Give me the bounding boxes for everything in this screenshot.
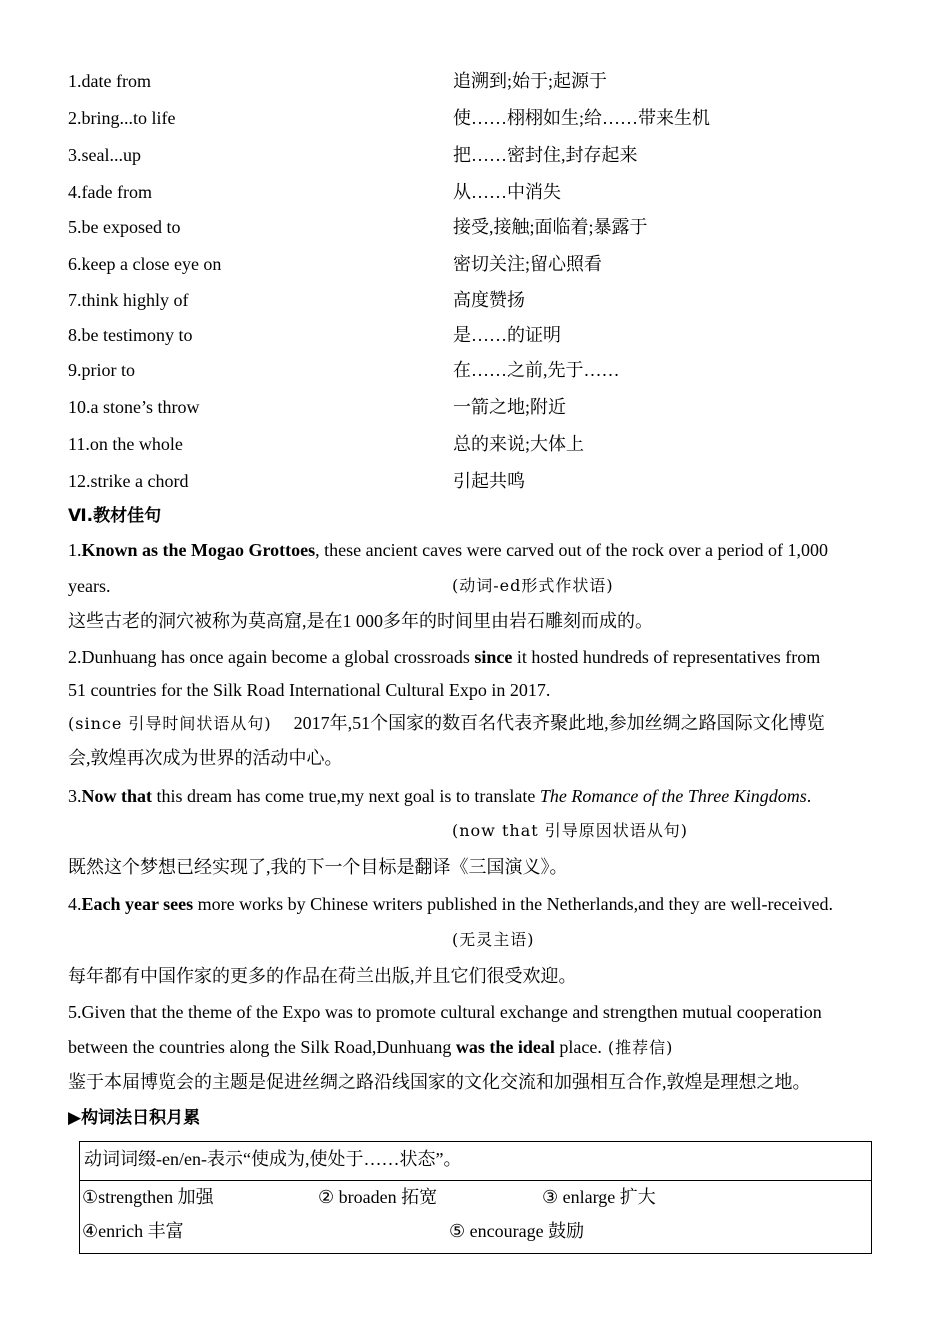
sentence-number: 1. (68, 540, 82, 560)
book-title: The Romance of the Three Kingdoms (539, 786, 807, 806)
sentence-translation: 鉴于本届博览会的主题是促进丝绸之路沿线国家的文化交流和加强相互合作,敦煌是理想之地。 (68, 1072, 811, 1092)
grammar-note: (now that 引导原因状语从句) (452, 821, 688, 840)
word-item: ② broaden 拓宽 (318, 1187, 438, 1207)
sentence-text: this dream has come true,my next goal is to translate (152, 786, 540, 806)
phrase-english: 5.be exposed to (68, 217, 181, 237)
sentence-text: more works by Chinese writers published in the Netherlands,and they are well-received. (193, 894, 833, 914)
phrase-row (68, 69, 888, 93)
grammar-note: (since 引导时间状语从句) (68, 714, 272, 733)
sentence-highlight: Each year sees (81, 894, 194, 914)
sentence-text: 5.Given that the theme of the Expo was to promote cultural exchange and strengthen mutual cooperation (68, 1002, 822, 1022)
phrase-english: 11.on the whole (68, 434, 183, 454)
sentence-number: 3. (68, 786, 82, 806)
sentence-text: it hosted hundreds of representatives from (512, 647, 821, 667)
phrase-chinese: 总的来说;大体上 (453, 434, 585, 454)
sentence-line (68, 538, 888, 562)
phrase-row (68, 143, 888, 167)
phrase-english: 7.think highly of (68, 290, 189, 310)
phrase-row (68, 323, 888, 347)
word-item: ①strengthen 加强 (82, 1187, 214, 1207)
phrase-english: 6.keep a close eye on (68, 254, 222, 274)
sentence-line (68, 711, 888, 735)
sentence-text: 51 countries for the Silk Road International Cultural Expo in 2017. (68, 680, 551, 700)
phrase-chinese: 是……的证明 (453, 325, 561, 345)
phrase-chinese: 使……栩栩如生;给……带来生机 (453, 108, 710, 128)
grammar-note: (动词-ed形式作状语) (452, 576, 614, 595)
phrase-chinese: 高度赞扬 (453, 290, 525, 310)
wordbuilding-word-cell (80, 1181, 872, 1254)
sentence-highlight: since (474, 647, 513, 667)
phrase-row (68, 215, 888, 239)
sentence-line (68, 645, 888, 669)
grammar-note: (无灵主语) (452, 930, 535, 949)
sentence-translation: 会,敦煌再次成为世界的活动中心。 (68, 748, 343, 768)
phrase-chinese: 引起共鸣 (453, 471, 525, 491)
sentence-number: 4. (68, 894, 82, 914)
sentence-text: . (806, 786, 812, 806)
word-item: ③ enlarge 扩大 (542, 1187, 656, 1207)
phrase-row (68, 395, 888, 419)
phrase-english: 9.prior to (68, 360, 135, 380)
sentence-translation: 既然这个梦想已经实现了,我的下一个目标是翻译《三国演义》。 (68, 857, 568, 877)
phrase-row (68, 288, 888, 312)
sentence-line (68, 1035, 888, 1059)
sentence-translation: 每年都有中国作家的更多的作品在荷兰出版,并且它们很受欢迎。 (68, 966, 577, 986)
sentence-highlight: was the ideal (455, 1037, 555, 1057)
sentence-text: years. (68, 576, 111, 596)
sentence-text: , these ancient caves were carved out of the rock over a period of 1,000 (315, 540, 828, 560)
sentence-line (68, 892, 888, 916)
phrase-chinese: 密切关注;留心照看 (453, 254, 603, 274)
section-heading: Ⅵ.教材佳句 (68, 506, 162, 526)
sentence-line (68, 784, 888, 808)
phrase-english: 4.fade from (68, 182, 152, 202)
phrase-english: 12.strike a chord (68, 471, 189, 491)
phrase-english: 2.bring...to life (68, 108, 176, 128)
phrase-row (68, 180, 888, 204)
sentence-highlight: Known as the Mogao Grottoes (81, 540, 316, 560)
phrase-row (68, 358, 888, 382)
phrase-row (68, 252, 888, 276)
sentence-text: between the countries along the Silk Road,Dunhuang (68, 1037, 456, 1057)
phrase-row (68, 432, 888, 456)
phrase-english: 1.date from (68, 71, 151, 91)
phrase-row (68, 469, 888, 493)
sentence-text: Dunhuang has once again become a global crossroads (81, 647, 475, 667)
word-item: ④enrich 丰富 (82, 1221, 184, 1241)
wordbuilding-box-title: 动词词缀-en/en-表示“使成为,使处于……状态”。 (80, 1142, 872, 1181)
sentence-translation: 2017年,51个国家的数百名代表齐聚此地,参加丝绸之路国际文化博览 (293, 713, 825, 733)
phrase-chinese: 接受,接触;面临着;暴露于 (453, 217, 648, 237)
phrase-chinese: 从……中消失 (453, 182, 561, 202)
sentence-text: place. (554, 1037, 602, 1057)
wordbuilding-box (79, 1141, 872, 1254)
word-item: ⑤ encourage 鼓励 (449, 1221, 585, 1241)
sentence-number: 2. (68, 647, 82, 667)
phrase-english: 3.seal...up (68, 145, 141, 165)
sentence-translation: 这些古老的洞穴被称为莫高窟,是在1 000多年的时间里由岩石雕刻而成的。 (68, 611, 653, 631)
phrase-english: 8.be testimony to (68, 325, 193, 345)
sentence-highlight: Now that (81, 786, 152, 806)
phrase-row (68, 106, 888, 130)
phrase-chinese: 把……密封住,封存起来 (453, 145, 638, 165)
grammar-note: (推荐信) (607, 1038, 674, 1057)
wordbuilding-heading: ▶构词法日积月累 (68, 1108, 201, 1128)
phrase-english: 10.a stone’s throw (68, 397, 200, 417)
phrase-chinese: 追溯到;始于;起源于 (453, 71, 608, 91)
phrase-chinese: 一箭之地;附近 (453, 397, 567, 417)
phrase-chinese: 在……之前,先于…… (453, 360, 620, 380)
